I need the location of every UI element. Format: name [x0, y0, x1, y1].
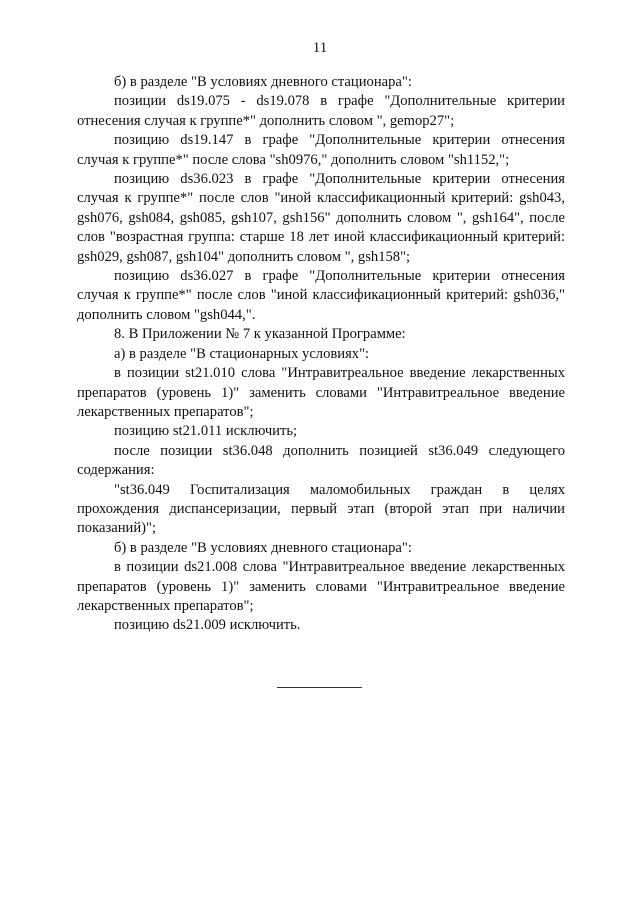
paragraph: позицию ds19.147 в графе "Дополнительные критерии отнесения случая к группе*" после слова "sh0976," дополнить словом "sh1152,"; [77, 132, 565, 168]
paragraph: после позиции st36.048 дополнить позицией st36.049 следующего содержания: [77, 442, 565, 479]
paragraph: а) в разделе "В стационарных условиях": [114, 345, 370, 362]
paragraph: позицию ds21.009 исключить. [114, 617, 301, 634]
paragraph: 8. В Приложении № 7 к указанной Программе: [114, 326, 406, 343]
page-number: 11 [312, 40, 328, 56]
paragraph: в позиции ds21.008 слова "Интравитреальное введение лекарственных препаратов (уровень 1)" заменить словами "Интравитреальное введение лекарственных препаратов"; [77, 559, 565, 614]
paragraph: б) в разделе "В условиях дневного стационара": [114, 539, 412, 556]
paragraph: позиции ds19.075 - ds19.078 в графе "Дополнительные критерии отнесения случая к группе*" дополнить словом ", gemop27"; [77, 93, 565, 129]
paragraph: б) в разделе "В условиях дневного стационара": [114, 74, 412, 90]
paragraph: в позиции st21.010 слова "Интравитреальное введение лекарственных препаратов (уровень 1)" заменить словами "Интравитреальное введение лекарственных препаратов"; [77, 365, 565, 420]
footer-divider [277, 687, 362, 688]
paragraph: позицию ds36.023 в графе "Дополнительные критерии отнесения случая к группе*" после слов "иной классификационный критерий: gsh043, gsh076, gsh084, gsh085, gsh107, gsh156" дополнить словом ", gsh164", после слов "возрастная группа: старше 18 лет иной классификационный критерий: gsh029, gsh087, gsh104" дополнить словом ", gsh158"; [77, 171, 565, 265]
paragraph: "st36.049 Госпитализация маломобильных граждан в целях прохождения диспансеризации, первый этап (второй этап при наличии показаний)"; [77, 481, 565, 537]
paragraph: позицию st21.011 исключить; [114, 423, 298, 440]
paragraph: позицию ds36.027 в графе "Дополнительные критерии отнесения случая к группе*" после слов "иной классификационный критерий: gsh036," дополнить словом "gsh044,". [77, 268, 565, 323]
document-body [77, 73, 565, 636]
